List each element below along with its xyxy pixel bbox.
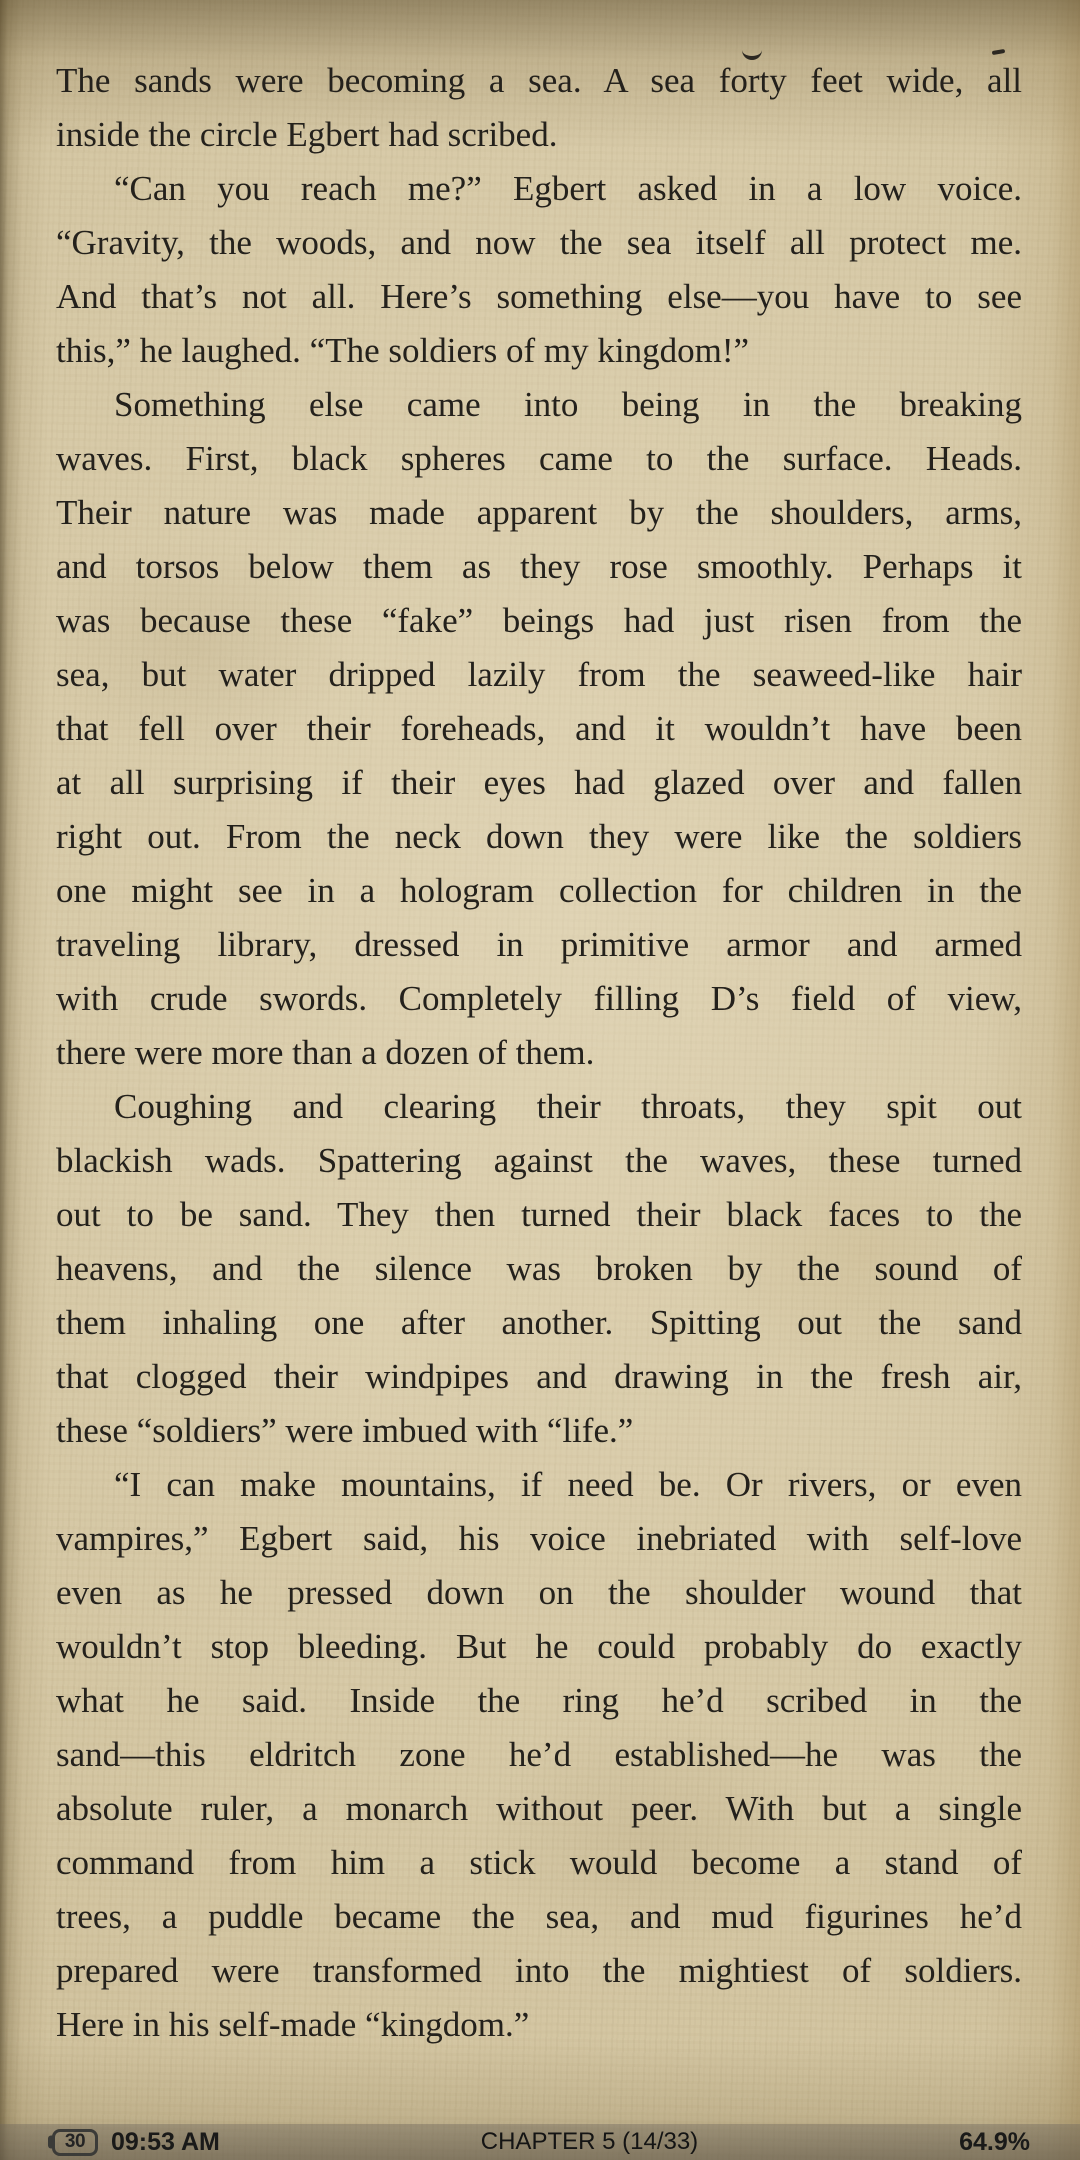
battery-nub-icon bbox=[48, 2136, 53, 2149]
text-line: And that’s not all. Here’s something else—you have to see bbox=[56, 277, 1022, 316]
text-line: sand—this eldritch zone he’d established—he was the bbox=[56, 1735, 1022, 1774]
text-line: prepared were transformed into the mightiest of soldiers. bbox=[56, 1951, 1022, 1990]
text-line: wouldn’t stop bleeding. But he could probably do exactly bbox=[56, 1627, 1022, 1666]
text-line: absolute ruler, a monarch without peer. With but a single bbox=[56, 1789, 1022, 1828]
text-line: heavens, and the silence was broken by the sound of bbox=[56, 1249, 1022, 1288]
text-line: sea, but water dripped lazily from the seaweed-like hair bbox=[56, 655, 1022, 694]
battery-level: 30 bbox=[64, 2131, 86, 2152]
text-line: blackish wads. Spattering against the waves, these turned bbox=[56, 1141, 1022, 1180]
text-line: with crude swords. Completely filling D’s field of view, bbox=[56, 979, 1022, 1018]
text-line: what he said. Inside the ring he’d scribed in the bbox=[56, 1681, 1022, 1720]
progress-percent: 64.9% bbox=[959, 2127, 1030, 2156]
text-line: “Gravity, the woods, and now the sea itself all protect me. bbox=[56, 223, 1022, 262]
text-line: one might see in a hologram collection for children in the bbox=[56, 871, 1022, 910]
text-line: this,” he laughed. “The soldiers of my kingdom!” bbox=[56, 331, 750, 370]
text-line: command from him a stick would become a stand of bbox=[56, 1843, 1022, 1882]
text-line: these “soldiers” were imbued with “life.” bbox=[56, 1411, 634, 1450]
text-line: at all surprising if their eyes had glazed over and fallen bbox=[56, 763, 1022, 802]
body-text bbox=[56, 54, 1022, 2052]
text-line: waves. First, black spheres came to the surface. Heads. bbox=[56, 439, 1022, 478]
status-bar[interactable] bbox=[0, 2124, 1080, 2160]
text-line: “I can make mountains, if need be. Or rivers, or even bbox=[114, 1465, 1022, 1504]
text-line: traveling library, dressed in primitive armor and armed bbox=[56, 925, 1022, 964]
text-line: that fell over their foreheads, and it wouldn’t have been bbox=[56, 709, 1022, 748]
text-line: that clogged their windpipes and drawing in the fresh air, bbox=[56, 1357, 1022, 1396]
chapter-indicator: CHAPTER 5 (14/33) bbox=[480, 2128, 699, 2155]
text-line: Their nature was made apparent by the shoulders, arms, bbox=[56, 493, 1022, 532]
text-line: Coughing and clearing their throats, they spit out bbox=[114, 1087, 1022, 1126]
text-line: Something else came into being in the breaking bbox=[114, 385, 1022, 424]
text-line: right out. From the neck down they were like the soldiers bbox=[56, 817, 1022, 856]
text-line: The sands were becoming a sea. A sea forty feet wide, all bbox=[56, 61, 1022, 100]
text-line: even as he pressed down on the shoulder wound that bbox=[56, 1573, 1022, 1612]
status-bar-left bbox=[52, 2128, 220, 2157]
text-line: inside the circle Egbert had scribed. bbox=[56, 115, 558, 154]
text-line: Here in his self-made “kingdom.” bbox=[56, 2005, 530, 2044]
text-line: “Can you reach me?” Egbert asked in a low voice. bbox=[114, 169, 1022, 208]
text-line: was because these “fake” beings had just risen from the bbox=[56, 601, 1022, 640]
text-line: vampires,” Egbert said, his voice inebriated with self-love bbox=[56, 1519, 1022, 1558]
text-line: there were more than a dozen of them. bbox=[56, 1033, 595, 1072]
text-line: out to be sand. They then turned their black faces to the bbox=[56, 1195, 1022, 1234]
battery-icon bbox=[52, 2129, 98, 2156]
text-line: them inhaling one after another. Spitting out the sand bbox=[56, 1303, 1022, 1342]
text-line: trees, a puddle became the sea, and mud figurines he’d bbox=[56, 1897, 1022, 1936]
text-line: and torsos below them as they rose smoothly. Perhaps it bbox=[56, 547, 1022, 586]
clock: 09:53 AM bbox=[111, 2127, 220, 2156]
